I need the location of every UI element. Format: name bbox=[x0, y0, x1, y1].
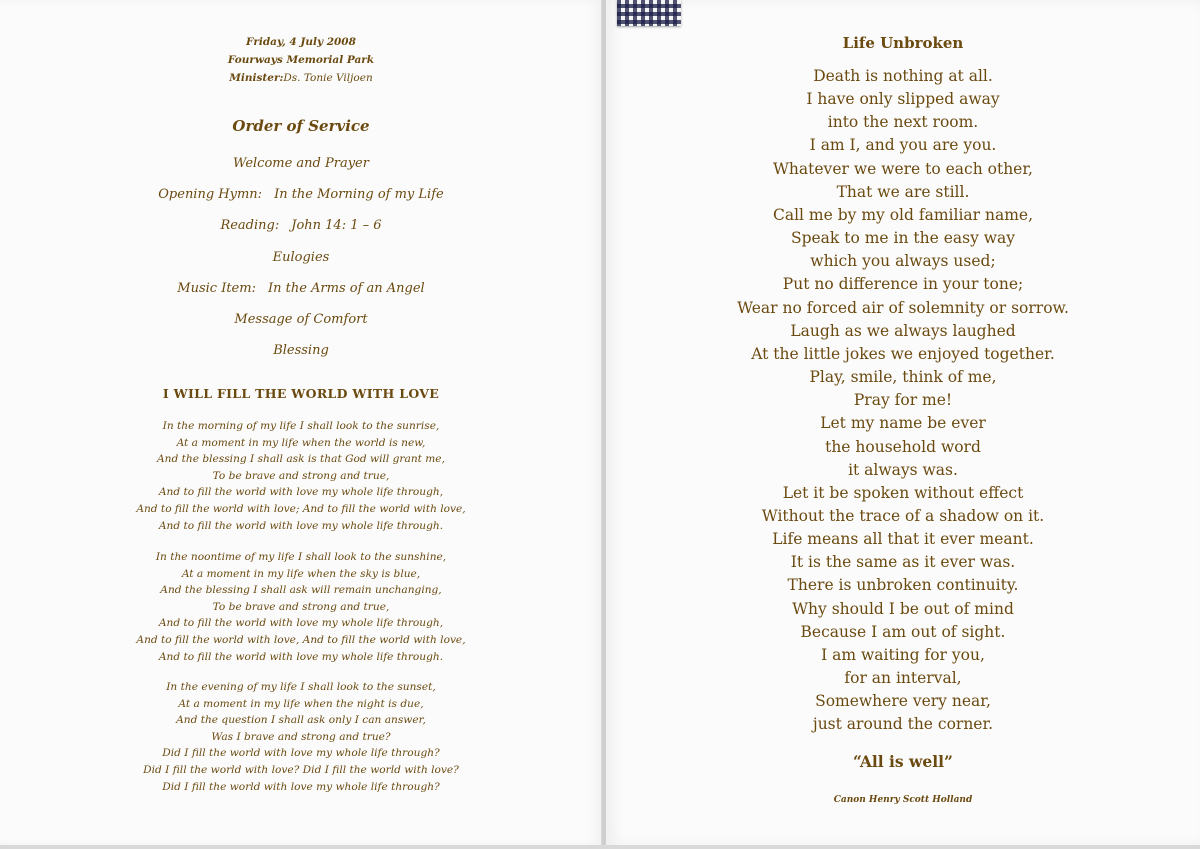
gingham-ribbon bbox=[617, 0, 681, 26]
order-of-service-title: Order of Service bbox=[232, 117, 370, 135]
order-item bbox=[0, 304, 602, 335]
poem-line: Because I am out of sight. bbox=[800, 622, 1006, 641]
hymn-line: At a moment in my life when the world is new, bbox=[176, 436, 426, 449]
poem-line: Speak to me in the easy way bbox=[790, 229, 1016, 248]
poem-line: Play, smile, think of me, bbox=[809, 368, 997, 387]
order-item-detail: In the Morning of my Life bbox=[274, 187, 444, 203]
poem-line: I am waiting for you, bbox=[821, 645, 985, 664]
poem-line: It is the same as it ever was. bbox=[790, 553, 1016, 572]
order-item bbox=[0, 242, 602, 273]
hymn-line: At a moment in my life when the sky is blue, bbox=[181, 567, 421, 580]
poem-line: Let my name be ever bbox=[820, 414, 986, 433]
hymn-line: Did I fill the world with love my whole life through? bbox=[162, 780, 440, 793]
service-minister bbox=[0, 69, 602, 87]
poem-body bbox=[606, 65, 1200, 737]
minister-name: Ds. Tonie Viljoen bbox=[283, 72, 373, 84]
hymn-line: Did I fill the world with love my whole life through? bbox=[162, 747, 440, 760]
service-date: Friday, 4 July 2008 bbox=[246, 36, 356, 48]
hymn-line: And to fill the world with love, And to fill the world with love, bbox=[136, 633, 466, 646]
scan-bottom-edge bbox=[0, 845, 1200, 849]
poem-line: Death is nothing at all. bbox=[813, 67, 993, 85]
poem-line: Whatever we were to each other, bbox=[773, 159, 1033, 178]
poem-line: I am I, and you are you. bbox=[809, 136, 997, 155]
hymn-line: In the evening of my life I shall look to the sunset, bbox=[166, 681, 436, 693]
poem-line: Somewhere very near, bbox=[815, 692, 991, 711]
order-of-service-list bbox=[0, 148, 602, 366]
poem-line: Let it be spoken without effect bbox=[782, 483, 1024, 502]
poem-title: Life Unbroken bbox=[842, 34, 964, 52]
hymn-line: In the morning of my life I shall look to the sunrise, bbox=[162, 420, 440, 432]
minister-label: Minister: bbox=[229, 72, 284, 84]
order-item-label: Music Item: bbox=[177, 280, 256, 296]
order-item bbox=[0, 179, 602, 210]
hymn-line: And to fill the world with love my whole life through. bbox=[158, 650, 444, 663]
order-item-detail: John 14: 1 – 6 bbox=[291, 218, 382, 234]
hymn-line: And to fill the world with love my whole life through, bbox=[158, 617, 444, 630]
order-item bbox=[0, 210, 602, 241]
hymn-line: And to fill the world with love; And to fill the world with love, bbox=[136, 502, 466, 515]
order-item bbox=[0, 148, 602, 179]
poem-line: Put no difference in your tone; bbox=[782, 275, 1024, 294]
poem-closing: “All is well” bbox=[853, 752, 953, 771]
hymn-verse-3 bbox=[0, 679, 602, 795]
hymn-line: And the question I shall ask only I can answer, bbox=[176, 714, 426, 727]
order-item bbox=[0, 335, 602, 366]
poem-author: Canon Henry Scott Holland bbox=[833, 795, 973, 805]
order-item-label: Message of Comfort bbox=[234, 312, 368, 328]
order-item-label: Reading: bbox=[220, 218, 280, 234]
hymn-line: Was I brave and strong and true? bbox=[211, 730, 391, 743]
order-item-label: Welcome and Prayer bbox=[233, 156, 369, 171]
poem-line: which you always used; bbox=[810, 252, 996, 271]
poem-line: That we are still. bbox=[836, 182, 970, 201]
hymn-line: In the noontime of my life I shall look to the sunshine, bbox=[155, 551, 447, 563]
poem-line: just around the corner. bbox=[812, 715, 994, 734]
poem-line: There is unbroken continuity. bbox=[787, 576, 1019, 595]
hymn-line: Did I fill the world with love? Did I fill the world with love? bbox=[143, 763, 459, 776]
poem-line: I have only slipped away bbox=[806, 90, 1000, 109]
hymn-line: To be brave and strong and true, bbox=[212, 600, 390, 613]
poem-line: Call me by my old familiar name, bbox=[772, 205, 1033, 224]
poem-line: At the little jokes we enjoyed together. bbox=[751, 344, 1055, 363]
poem-line: Why should I be out of mind bbox=[792, 599, 1014, 618]
poem-line: Laugh as we always laughed bbox=[790, 321, 1016, 340]
order-item-label: Opening Hymn: bbox=[158, 187, 263, 203]
hymn-verse-1 bbox=[0, 418, 602, 534]
hymn-verse-2 bbox=[0, 549, 602, 665]
hymn-line: And the blessing I shall ask will remain unchanging, bbox=[160, 584, 442, 597]
order-item-label: Blessing bbox=[273, 343, 329, 359]
order-item bbox=[0, 273, 602, 304]
order-item-label: Eulogies bbox=[272, 249, 330, 265]
poem-line: the household word bbox=[825, 437, 981, 456]
poem-line: Pray for me! bbox=[853, 391, 953, 410]
hymn-line: To be brave and strong and true, bbox=[212, 469, 390, 482]
poem-line: Life means all that it ever meant. bbox=[772, 530, 1034, 549]
poem-line: Wear no forced air of solemnity or sorrow. bbox=[737, 298, 1069, 317]
hymn-line: And to fill the world with love my whole life through, bbox=[158, 486, 444, 499]
hymn-line: And the blessing I shall ask is that God will grant me, bbox=[157, 453, 445, 466]
poem-line: into the next room. bbox=[827, 113, 979, 132]
poem-line: for an interval, bbox=[844, 669, 962, 688]
service-venue: Fourways Memorial Park bbox=[227, 54, 375, 66]
hymn-title: I WILL FILL THE WORLD WITH LOVE bbox=[162, 386, 440, 401]
poem-line: it always was. bbox=[848, 460, 958, 479]
hymn-line: And to fill the world with love my whole life through. bbox=[158, 519, 444, 532]
service-header bbox=[0, 33, 602, 87]
poem-line: Without the trace of a shadow on it. bbox=[761, 506, 1045, 525]
hymn-line: At a moment in my life when the night is due, bbox=[178, 697, 424, 710]
order-item-detail: In the Arms of an Angel bbox=[267, 280, 425, 296]
